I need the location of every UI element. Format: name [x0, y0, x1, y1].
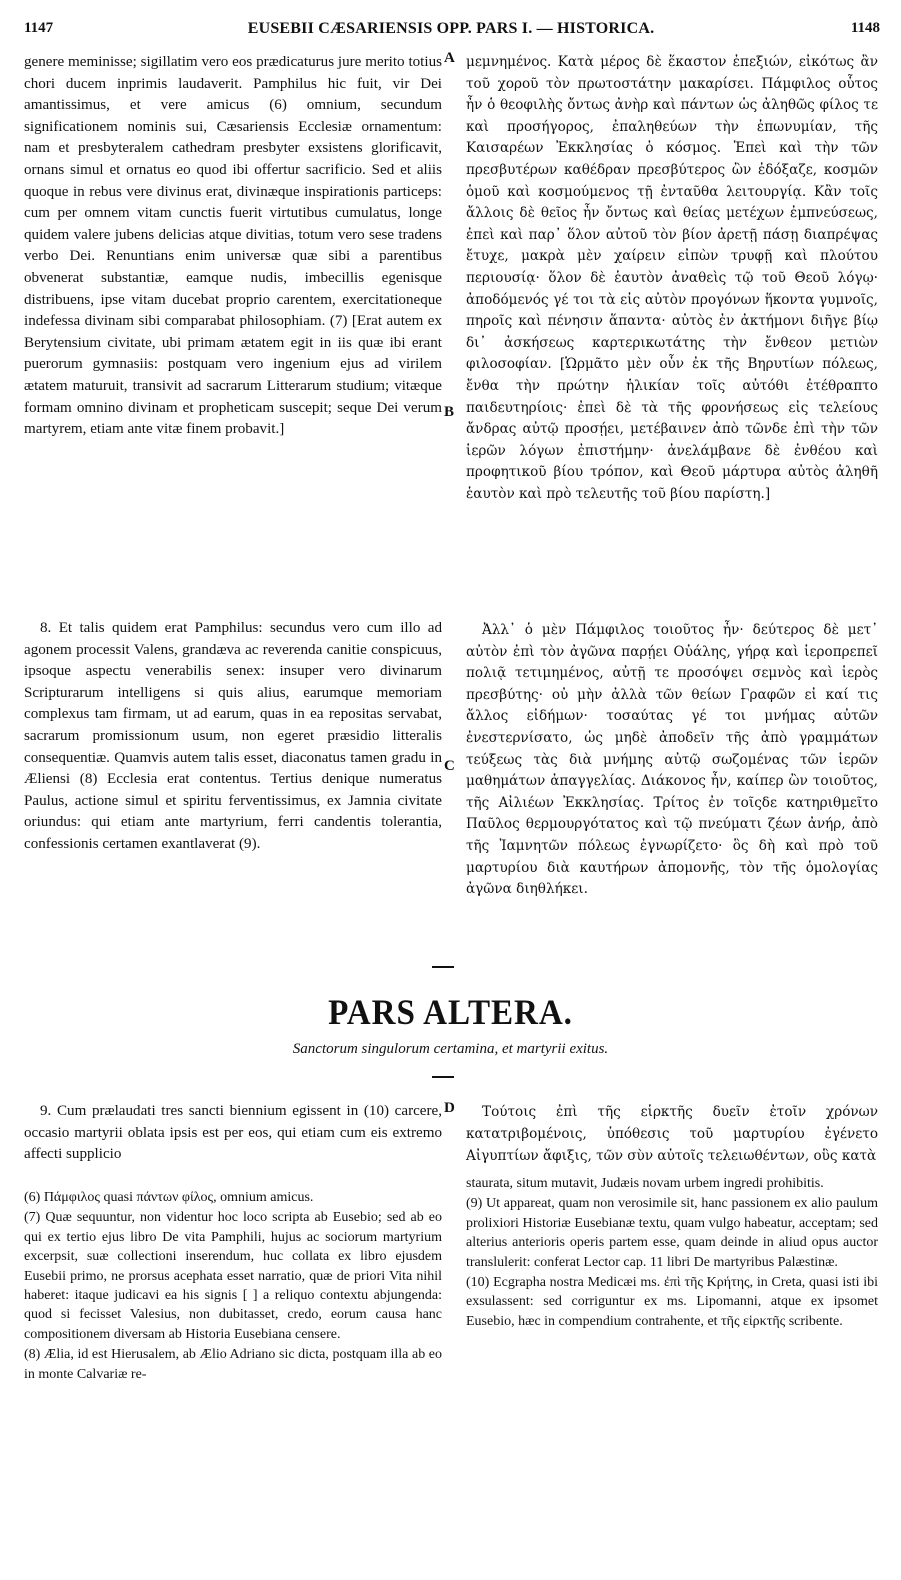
- footnotes-right: [466, 1174, 878, 1332]
- section-subtitle: Sanctorum singulorum certamina, et martyrii exitus.: [292, 1041, 609, 1057]
- footnote-6: (6) Πάμφιλος quasi πάντων φίλος, omnium amicus.: [24, 1190, 314, 1205]
- latin-paragraph-7: genere meminisse; sigillatim vero eos prædicaturus jure merito totius chori ducem inprimis laudaverit. Pamphilus hic fuit, vir Dei amantissimus, et vere amicus (6) omnium, secundum significationem nominis sui, Cæsariensis Ecclesiæ ornamentum: nam et presbyteralem cathedram presbyter exsistens glorificavit, ornans simul et ornatus eo quod ibi offertur sacrificio. Sed et aliis quoque in rebus vere divinus erat, divinæque inspirationis particeps: cum per omnem vitam cunctis fuerit virtutibus cumulatus, longe quidem valere jubens delicias atque divitias, totum vero sese tradens verbo Dei. Renuntians enim universæ quæ sibi a parentibus obvenerat substantiæ, eamque nudis, imbecillis egenisque distribuens, ipse vitam ducebat proprio carentem, exercitationeque indefessa divinam sibi comparabat philosophiam. (7) [Erat autem ex Berytensium civitate, ubi primam ætatem egit in iis quæ ibi erant puerorum gymnasiis: postquam vero ingenium ejus ad virilem ætatem maturuit, transivit ad sacrarum Litterarum studium; vitæque formam omnino divinam et propheticam suscepit; seque Dei verum martyrem, etiam ante vitæ finem probavit.]: [24, 54, 442, 438]
- footnote-10: (10) Ecgrapha nostra Medicæi ms. ἐπὶ τῆς Κρήτης, in Creta, quasi isti ibi exsulassent: sed corriguntur ex ms. Lipomanni, atque ex ipsomet Eusebio, hæc in compendium contrahente, et τῆς εἱρκτῆς scribente.: [466, 1275, 878, 1329]
- footnote-7: (7) Quæ sequuntur, non videntur hoc loco scripta ab Eusebio; sed ab eo qui ex tertio ejus libro De vita Pamphili, hujus ac sociorum martyrium excerpsit, suæ collectioni inserendum, huc collata ex libro ejusdem Eusebii primo, ne prorsus acephata esset narratio, quæ de priori Vita nihil haberet: itaque judicavi ea his signis [ ] a reliquo contextu abjungenda: quod si fecisset Valesius, non dubitasset, credo, eorum causa hanc compositionem diversam ab Historia Eusebiana censere.: [24, 1210, 442, 1342]
- latin-column-upper: [24, 52, 442, 441]
- latin-paragraph-9: 9. Cum prælaudati tres sancti biennium egissent in (10) carcere, occasio martyrii oblata ipsis est per eos, qui etiam cum eis extremo affecti supplicio: [24, 1103, 442, 1163]
- greek-paragraph-8: Ἀλλ᾽ ὁ μὲν Πάμφιλος τοιοῦτος ἦν· δεύτερος δὲ μετ᾽ αὐτὸν ἐπὶ τὸν ἀγῶνα παρῄει Οὐάλης, γήρᾳ καὶ ἱεροπρεπεῖ πολιᾷ τετιμημένος, αὐτῇ τε προσόψει σεμνὸς καὶ ἱερὸς πρεσβύτης· οὐ μὴν ἀλλὰ τῶν θείων Γραφῶν εἰ καί τις ἄλλος εἰδήμων· τοσαύτας γέ τοι μνήμας αὐτῶν ἐνεστερνίσατο, ὡς μηδὲ ἀποδεῖν τῆς ἀπὸ γραμμάτων τεύξεως τὰς διὰ μνήμης αὐτῷ σωζομένας τῶν ἱερῶν μαθημάτων ἀπαγγελίας. Διάκονος ἦν, καίπερ ὢν τοιοῦτος, τῆς Αἰλιέων Ἐκκλησίας. Τρίτος ἐν τοῖςδε κατηριθμεῖτο Παῦλος θερμουργότατος καὶ τῷ πνεύματι ζέων ἀνήρ, ἀπὸ τῆς Ἰαμνητῶν πόλεως ἐγνωρίζετο· ὃς δὴ καὶ πρὸ τοῦ μαρτυρίου διὰ καυτήρων ἀπομονῆς, τὸν τῆς ὁμολογίας ἀγῶνα διηθλήκει.: [466, 622, 878, 898]
- page-number-left: 1147: [24, 20, 54, 36]
- footnotes-left: [24, 1188, 442, 1385]
- footnote-8-continued: staurata, situm mutavit, Judæis novam urbem ingredi prohibitis.: [466, 1176, 824, 1191]
- greek-column-middle: [466, 620, 878, 901]
- margin-letter-b: B: [444, 404, 455, 420]
- greek-column-lower: [466, 1101, 878, 1167]
- latin-paragraph-8: 8. Et talis quidem erat Pamphilus: secundus vero cum illo ad agonem processit Valens, grandæva ac reverenda canitie conspicuus, ipsoque aspectu venerabilis senex: insuper vero divinarum Scripturarum intelligens si quis alius, earumque memoriam complexus tam firmam, ut ad earum, quas in ea repositas servabat, sacrarum promissionum usum, non egeret præsidio litteralis consequentiæ. Quamvis autem talis esset, diaconatus tamen gradu in Æliensi (8) Ecclesia erat contentus. Tertius denique numeratus Paulus, actione simul et spiritu ferventissimus, ex Jamnia civitate oriundus: qui etiam ante martyrium, ferri candentis tolerantia, confessionis certamen exantlaverat (9).: [24, 620, 442, 852]
- running-title: EUSEBII CÆSARIENSIS OPP. PARS I. — HISTORICA.: [247, 20, 655, 37]
- divider-short-bottom: [432, 1076, 454, 1078]
- greek-paragraph-9: Τούτοις ἐπὶ τῆς εἱρκτῆς δυεῖν ἐτοῖν χρόνων κατατριβομένοις, ὑπόθεσις τοῦ μαρτυρίου ἐγένετο Αἰγυπτίων ἄφιξις, τῶν σὺν αὐτοῖς τελειωθέντων, οὓς κατὰ: [466, 1104, 878, 1164]
- latin-column-middle: [24, 618, 442, 856]
- margin-letter-a: A: [444, 50, 455, 66]
- footnote-8: (8) Ælia, id est Hierusalem, ab Ælio Adriano sic dicta, postquam illa ab eo in monte Calvariæ re-: [24, 1347, 442, 1382]
- footnote-9: (9) Ut appareat, quam non verosimile sit, hanc passionem ex alio paulum prolixiori Historiæ Eusebianæ textu, quam vulgo habeatur, acceptam; sed alterius anterioris operis partem esse, quam deinde in aliud opus auctor translulerit: conferat Lector cap. 11 libri De martyribus Palæstinæ.: [466, 1196, 878, 1270]
- page-header: [20, 4, 882, 44]
- greek-paragraph-7: μεμνημένος. Κατὰ μέρος δὲ ἕκαστον ἐπεξιών, εἰκότως ἂν τοῦ χοροῦ τὸν πρωτοστάτην μακαρίσει. Πάμφιλος οὗτος ἦν ὁ θεοφιλὴς ὄντως ἀνὴρ καὶ πάντων ὡς ἀληθῶς φίλος τε καὶ προσήγορος, ἐπαληθεύων τὴν ἐπωνυμίαν, τῆς Καισαρέων Ἐκκλησίας ὁ κόσμος. Ἐπεὶ καὶ τὴν τῶν πρεσβυτέρων καθέδραν πρεσβύτερος ὢν ἐδόξαζε, κοσμῶν ὁμοῦ καὶ κοσμούμενος τῇ ἐνταῦθα λειτουργίᾳ. Κἂν τοῖς ἄλλοις δὲ θεῖος ἦν ὄντως καὶ θείας μετέχων ἐμπνεύσεως, ἐπεὶ καὶ παρ᾽ ὅλον αὐτοῦ τὸν βίον ἀρετῇ πάσῃ διαπρέψας ἔτυχε, μακρὰ μὲν χαίρειν εἰπὼν τρυφῇ καὶ πλούτου περιουσίᾳ· ὅλον δὲ ἑαυτὸν ἀναθεὶς τῷ τοῦ Θεοῦ λόγῳ· ἀποδόμενός γέ τοι τὰ εἰς αὐτὸν προγόνων ἥκοντα γυμνοῖς, πηροῖς καὶ πένησιν ἅπαντα· αὐτὸς ἐν ἀκτήμονι διῆγε βίῳ δι᾽ ἀσκήσεως καρτερικωτάτης τὴν ἔνθεον μετιὼν φιλοσοφίαν. [Ὡρμᾶτο μὲν οὖν ἐκ τῆς Βηρυτίων πόλεως, ἔνθα τὴν πρώτην ἡλικίαν τοῖς αὐτόθι ἐτέθραπτο παιδευτηρίοις· ἐπεὶ δὲ τὰ τῆς φρονήσεως εἰς τελείους ἄνδρας αὐτῷ προσῄει, μετέβαινεν ἀπὸ τῶνδε ἐπὶ τὴν τῶν ἱερῶν λόγων ἐπιστήμην· ἀνελάμβανε δὲ ἐνθέου καὶ προφητικοῦ βίου τρόπον, καὶ Θεοῦ μάρτυρα αὐτὸς ἀληθῆ ἑαυτὸν καὶ πρὸ τελευτῆς τοῦ βίου παρίστη.]: [466, 54, 878, 502]
- margin-letter-d: D: [444, 1100, 455, 1116]
- greek-column-upper: [466, 52, 878, 505]
- margin-letter-c: C: [444, 758, 455, 774]
- divider-short-top: [432, 966, 454, 968]
- latin-column-lower: [24, 1101, 442, 1166]
- section-title: PARS ALTERA.: [328, 992, 573, 1032]
- page-number-right: 1148: [850, 20, 880, 36]
